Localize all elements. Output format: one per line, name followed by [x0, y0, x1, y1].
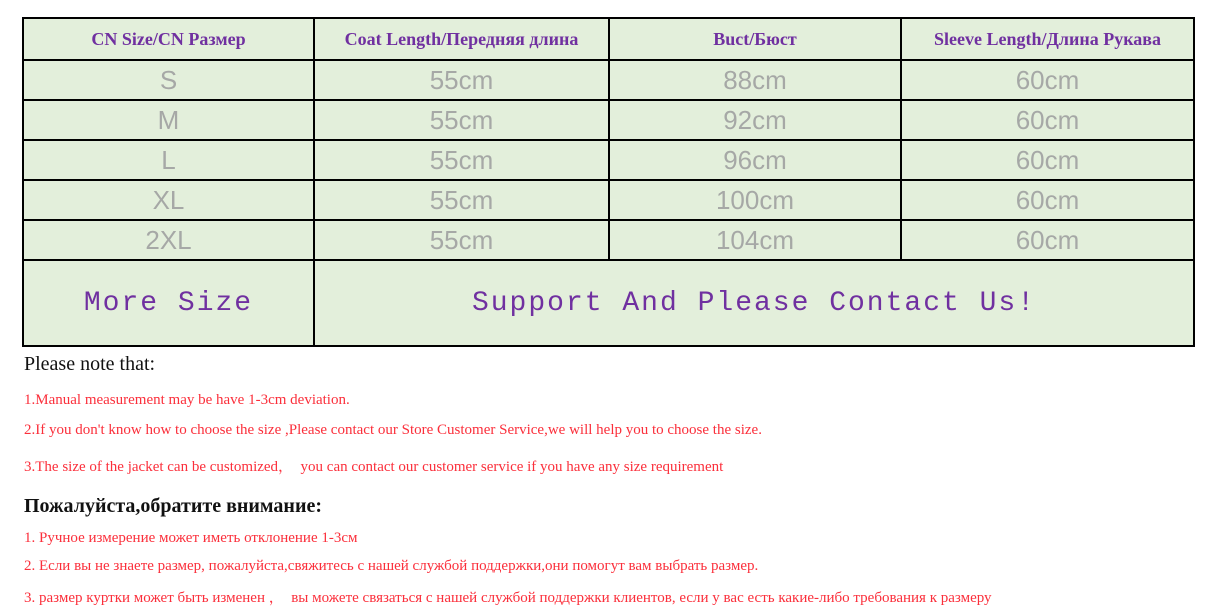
- header-sleeve-length: Sleeve Length/Длина Рукава: [901, 18, 1194, 60]
- cell-sleeve-length: 60cm: [901, 100, 1194, 140]
- cell-size: 2XL: [23, 220, 314, 260]
- cell-size: S: [23, 60, 314, 100]
- size-chart-header: [23, 18, 1194, 60]
- table-row-s: [23, 60, 1194, 100]
- header-row: [23, 18, 1194, 60]
- cell-coat-length: 55cm: [314, 180, 609, 220]
- size-chart-table: [22, 17, 1195, 347]
- cell-size: L: [23, 140, 314, 180]
- header-bust: Buct/Бюст: [609, 18, 901, 60]
- cell-bust: 100cm: [609, 180, 901, 220]
- table-row-m: [23, 100, 1194, 140]
- cell-size: M: [23, 100, 314, 140]
- cell-sleeve-length: 60cm: [901, 60, 1194, 100]
- cell-coat-length: 55cm: [314, 220, 609, 260]
- cell-sleeve-length: 60cm: [901, 220, 1194, 260]
- cell-bust: 104cm: [609, 220, 901, 260]
- notes-russian-heading: Пожалуйста,обратите внимание:: [24, 495, 322, 517]
- note-ru-1: 1. Ручное измерение может иметь отклонение 1-3см: [24, 530, 358, 546]
- header-coat-length: Coat Length/Передняя длина: [314, 18, 609, 60]
- note-en-2: 2.If you don't know how to choose the size ,Please contact our Store Customer Service,we will help you to choose the size.: [24, 422, 762, 438]
- more-size-cell: More Size: [23, 260, 314, 346]
- note-ru-3: 3. размер куртки может быть изменен ， вы можете связаться с нашей службой поддержки клиентов, если у вас есть какие-либо требования к размеру: [24, 590, 992, 606]
- cell-bust: 92cm: [609, 100, 901, 140]
- cell-sleeve-length: 60cm: [901, 180, 1194, 220]
- table-row-2xl: [23, 220, 1194, 260]
- cell-bust: 96cm: [609, 140, 901, 180]
- note-en-1: 1.Manual measurement may be have 1-3cm deviation.: [24, 392, 350, 408]
- cell-size: XL: [23, 180, 314, 220]
- cell-coat-length: 55cm: [314, 100, 609, 140]
- cell-sleeve-length: 60cm: [901, 140, 1194, 180]
- cell-coat-length: 55cm: [314, 60, 609, 100]
- table-row-xl: [23, 180, 1194, 220]
- note-ru-2: 2. Если вы не знаете размер, пожалуйста,свяжитесь с нашей службой поддержки,они помогут вам выбрать размер.: [24, 558, 759, 574]
- support-contact-cell: Support And Please Contact Us!: [314, 260, 1194, 346]
- cell-bust: 88cm: [609, 60, 901, 100]
- notes-english: [24, 353, 1215, 476]
- notes-english-heading: Please note that:: [24, 353, 156, 375]
- table-row-l: [23, 140, 1194, 180]
- header-cn-size: CN Size/CN Размер: [23, 18, 314, 60]
- table-footer-row: [23, 260, 1194, 346]
- size-chart-body: [23, 60, 1194, 346]
- cell-coat-length: 55cm: [314, 140, 609, 180]
- notes-russian: [24, 495, 1215, 607]
- note-en-3: 3.The size of the jacket can be customized， you can contact our customer service if you have any size requirement: [24, 459, 724, 475]
